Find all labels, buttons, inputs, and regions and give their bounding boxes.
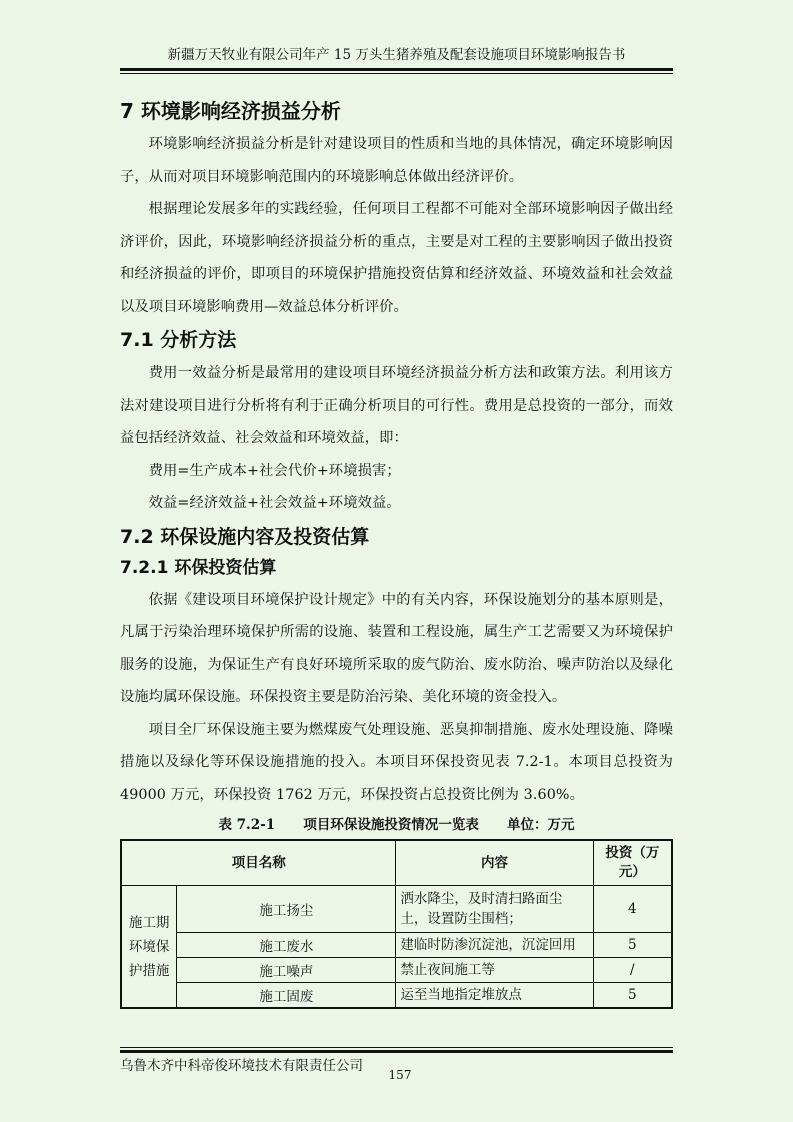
content-cell: 洒水降尘，及时清扫路面尘土，设置防尘围档； [396, 886, 593, 933]
item-cell: 施工扬尘 [177, 886, 396, 933]
content-cell: 建临时防渗沉淀池，沉淀回用 [396, 933, 593, 958]
item-cell: 施工噪声 [177, 958, 396, 983]
main-content [120, 96, 673, 1009]
cost-formula: 费用=生产成本+社会代价+环境损害； [148, 462, 401, 479]
table-row [121, 958, 672, 983]
header-rule [120, 68, 673, 71]
content-cell: 运至当地指定堆放点 [396, 983, 593, 1009]
section-7-1-paragraph: 费用一效益分析是最常用的建设项目环境经济损益分析方法和政策方法。利用该方法对建设项目进行分析将有利于正确分析项目的可行性。费用是总投资的一部分，而效益包括经济效益、社会效益和环境效益，即： [120, 365, 673, 446]
header-item-name: 项目名称 [121, 840, 396, 886]
table-row [121, 886, 672, 933]
header-rule-thin [120, 73, 673, 74]
footer-rule-thin [120, 1047, 673, 1048]
table-row [121, 983, 672, 1009]
page-number: 157 [388, 1068, 412, 1082]
section-7-2-1-paragraph-1: 依据《建设项目环境保护设计规定》中的有关内容，环保设施划分的基本原则是，凡属于污染治理环境保护所需的设施、装置和工程设施，属生产工艺需要又为环境保护服务的设施，为保证生产有良好环境所采取的废气防治、废水防治、噪声防治以及绿化设施均属环保设施。环保投资主要是防治污染、美化环境的资金投入。 [120, 591, 673, 705]
table-row [121, 933, 672, 958]
benefit-formula: 效益=经济效益+社会效益+环境效益。 [148, 495, 401, 511]
item-cell: 施工废水 [177, 933, 396, 958]
section-7-2-1-paragraph-2: 项目全厂环保设施主要为燃煤废气处理设施、恶臭抑制措施、废水处理设施、降噪措施以及绿化等环保设施措施的投入。本项目环保投资见表 7.2-1。本项目总投资为 49000 万元，环保投资 1762 万元，环保投资占总投资比例为 3.60%。 [120, 721, 673, 803]
section-7-2-1-heading: 7.2.1 环保投资估算 [120, 557, 277, 578]
table-caption: 表 7.2-1 项目环保设施投资情况一览表 单位：万元 [218, 817, 575, 833]
section-7-paragraph-1: 环境影响经济损益分析是针对建设项目的性质和当地的具体情况，确定环境影响因子，从而对项目环境影响范围内的环境影响总体做出经济评价。 [120, 136, 673, 185]
item-cell: 施工固废 [177, 983, 396, 1009]
investment-table [120, 839, 673, 1009]
group-label-cell: 施工期环境保护措施 [121, 886, 177, 1009]
running-header: 新疆万天牧业有限公司年产 15 万头生猪养殖及配套设施项目环境影响报告书 [167, 47, 626, 63]
header-investment: 投资（万元） [593, 840, 672, 886]
amount-cell: 4 [593, 886, 672, 933]
footer-company: 乌鲁木齐中科帝俊环境技术有限责任公司 [120, 1058, 363, 1074]
section-7-2-heading: 7.2 环保设施内容及投资估算 [120, 525, 370, 548]
content-cell: 禁止夜间施工等 [396, 958, 593, 983]
header-content: 内容 [396, 840, 593, 886]
section-7-1-heading: 7.1 分析方法 [120, 329, 237, 351]
amount-cell: 5 [593, 933, 672, 958]
footer-rule [120, 1050, 673, 1053]
section-7-paragraph-2: 根据理论发展多年的实践经验，任何项目工程都不可能对全部环境影响因子做出经济评价，因此，环境影响经济损益分析的重点，主要是对工程的主要影响因子做出投资和经济损益的评价，即项目的环境保护措施投资估算和经济效益、环境效益和社会效益以及项目环境影响费用—效益总体分析评价。 [120, 201, 673, 315]
section-7-heading: 7 环境影响经济损益分析 [120, 99, 341, 123]
amount-cell: 5 [593, 983, 672, 1009]
table-header-row [121, 840, 672, 886]
amount-cell: / [593, 958, 672, 983]
